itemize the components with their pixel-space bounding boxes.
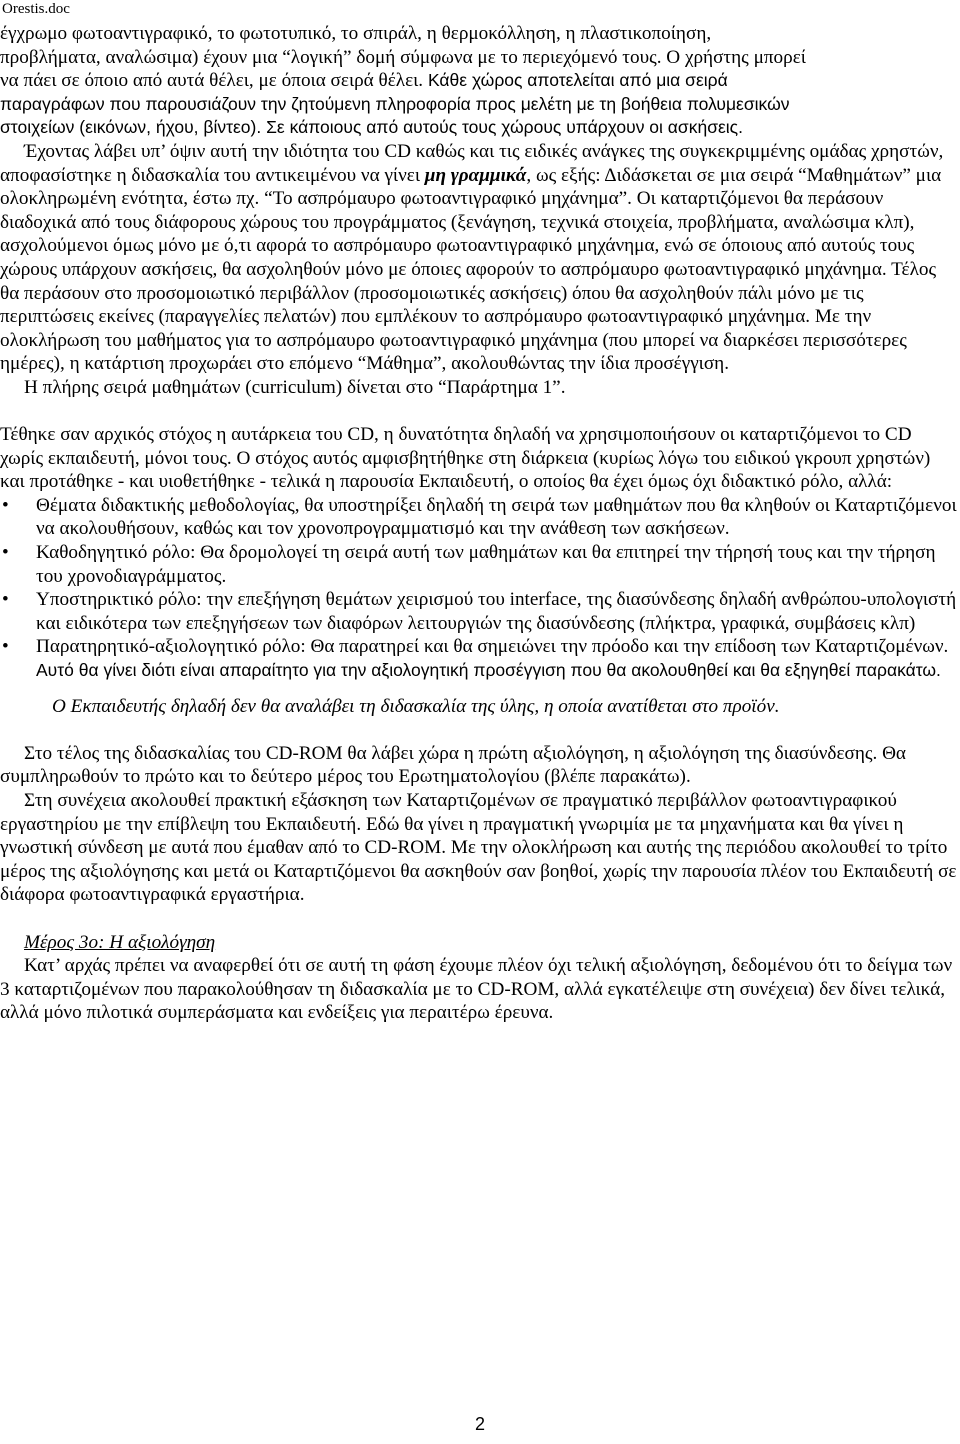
paragraph-nonlinear-rest: , ως εξής: Διδάσκεται σε μια σειρά “Μαθημάτων” μια ολοκληρωμένη ενότητα, έστω πχ. “Το ασπρόμαυρο φωτοαντιγραφικό μηχάνημα”. Οι καταρτιζόμενοι θα περάσουν διαδοχικά από τους διάφορους χώρους του προγράμματος (ξενάγηση, τεχνικά στοιχεία, προβλήματα, αναλώσιμα κλπ), ασχολούμενοι όμως μόνο με ό,τι αφορά το ασπρόμαυρο φωτοαντιγραφικό μηχάνημα, ενώ σε όποιους από αυτούς τους χώρους υπάρχουν ασκήσεις, θα ασχοληθούν μόνο με όποιες αφορούν το ασπρόμαυρο φωτοαντιγραφικό μηχάνημα. Τέλος θα περάσουν στο προσομοιωτικό περιβάλλον (προσομοιωτικές ασκήσεις) όπου θα ασχοληθούν πάλι μόνο με τις περιπτώσεις εκείνες (παραγγελίες πελατών) που εμπλέκουν το ασπρόμαυρο φωτοαντιγραφικό μηχάνημα. Με την ολοκλήρωση του μαθήματος για το ασπρόμαυρο φωτοαντιγραφικό μηχάνημα (που μπορεί να διαρκέσει περισσότερες ημέρες), η κατάρτιση προχωράει στο επόμενο “Μάθημα”, ακολουθώντας την ίδια προσέγγιση.	[0, 164, 942, 375]
spacer	[0, 907, 958, 931]
paragraph-intro-line-2: προβλήματα, αναλώσιμα) έχουν μια “λογική” δομή σύμφωνα με το περιεχόμενό τους. Ο χρήστης μπορεί	[0, 46, 806, 68]
bullet-icon: •	[2, 494, 9, 516]
section-title: Μέρος 3ο: Η αξιολόγηση	[24, 931, 216, 953]
paragraph-intro-sans-line-2: στοιχείων (εικόνων, ήχου, βίντεο).	[0, 117, 262, 138]
paragraph-intro	[0, 22, 958, 140]
paragraph-evaluation: Κατ’ αρχάς πρέπει να αναφερθεί ότι σε αυτή τη φάση έχουμε πλέον όχι τελική αξιολόγηση, δεδομένου ότι το δείγμα των 3 καταρτιζομένων που παρακολούθησαν τη διδασκαλία με το CD-ROM, αλλά εγκατέλειψε στη συνέχεια) δεν δίνει τελικά, αλλά μόνο πιλοτικά συμπεράσματα και ενδείξεις για περαιτέρω έρευνα.	[0, 955, 953, 1024]
paragraph-intro-sans-a: Κάθε χώρος αποτελείται από μια σειρά	[423, 70, 728, 91]
list-item-text: Θέματα διδακτικής μεθοδολογίας, θα υποστηρίξει δηλαδή τη σειρά των μαθημάτων που θα κληθούν οι Καταρτιζόμενοι να ακολουθήσουν, καθώς και τον χρονοπρογραμματισμό και την ανάθεση των ασκήσεων.	[36, 494, 957, 540]
paragraph-intro-line-3: να πάει σε όποιο από αυτά θέλει, με όποια σειρά θέλει.	[0, 70, 424, 92]
list-item	[0, 494, 958, 541]
trainer-roles-list	[0, 494, 958, 683]
spacer	[0, 683, 958, 695]
list-item-text: Παρατηρητικό-αξιολογητικό ρόλο: Θα παρατηρεί και θα σημειώνει την πρόοδο και την επίδοση των Καταρτιζομένων.	[36, 636, 949, 658]
bullet-icon: •	[2, 542, 9, 564]
paragraph-intro-line-1: έγχρωμο φωτοαντιγραφικό, το φωτοτυπικό, το σπιράλ, η θερμοκόλληση, η πλαστικοποίηση,	[0, 23, 712, 44]
list-item	[0, 541, 958, 588]
trainer-note: Ο Εκπαιδευτής δηλαδή δεν θα αναλάβει τη διδασκαλία της ύλης, η οποία ανατίθεται στο προϊόν.	[52, 695, 780, 717]
paragraph-first-evaluation: Στο τέλος της διδασκαλίας του CD-ROM θα λάβει χώρα η πρώτη αξιολόγηση, η αξιολόγηση της διασύνδεσης. Θα συμπληρωθούν το πρώτο και το δεύτερο μέρος του Ερωτηματολογίου (βλέπε παρακάτω).	[0, 742, 906, 788]
paragraph-goal: Τέθηκε σαν αρχικός στόχος η αυτάρκεια του CD, η δυνατότητα δηλαδή να χρησιμοποιήσουν οι καταρτιζόμενοι το CD χωρίς εκπαιδευτή, μόνοι τους. Ο στόχος αυτός αμφισβητήθηκε στη διάρκεια (κυρίως λόγω του ειδικού γκρουπ χρηστών) και προτάθηκε - και υιοθετήθηκε - τελικά η παρουσία Εκπαιδευτή, ο οποίος θα έχει όμως όχι διδακτικό ρόλο, αλλά:	[0, 424, 931, 493]
list-item-text: Υποστηρικτικό ρόλο: την επεξήγηση θεμάτων χειρισμού του interface, της διασύνδεσης δηλαδή ανθρώπου-υπολογιστή και ειδικότερα των επεξηγήσεων των διαφόρων λειτουργιών της διασύνδεσης (πλήκτρα, γραφικά, συμβάσεις κλπ)	[36, 589, 957, 634]
spacer	[0, 400, 958, 424]
nonlinear-emphasis: μη γραμμικά	[424, 164, 527, 186]
paragraph-nonlinear	[0, 140, 958, 376]
bullet-icon: •	[2, 636, 9, 658]
list-item-text: Καθοδηγητικό ρόλο: Θα δρομολογεί τη σειρά αυτή των μαθημάτων και θα επιτηρεί την τήρησή τους και την τήρηση του χρονοδιαγράμματος.	[36, 542, 936, 587]
document-body	[0, 22, 958, 1025]
spacer	[0, 718, 958, 742]
paragraph-practice: Στη συνέχεια ακολουθεί πρακτική εξάσκηση των Καταρτιζομένων σε πραγματικό περιβάλλον φωτοαντιγραφικού εργαστηρίου με την επίβλεψη του Εκπαιδευτή. Εδώ θα γίνει η πραγματική γνωριμία με τα μηχανήματα και θα γίνει η γνωστική σύνδεση με αυτά που έμαθαν από το CD-ROM. Με την ολοκλήρωση και αυτής της περιόδου ακολουθεί το τρίτο μέρος της αξιολόγησης και μετά οι Καταρτιζόμενοι θα ασκηθούν σαν βοηθοί, χωρίς την παρουσία πλέον του Εκπαιδευτή σε διάφορα φωτοαντιγραφικά εργαστήρια.	[0, 790, 957, 906]
paragraph-curriculum: Η πλήρης σειρά μαθημάτων (curriculum) δίνεται στο “Παράρτημα 1”.	[24, 376, 566, 398]
list-item	[0, 635, 958, 682]
paragraph-nonlinear-start: Έχοντας λάβει υπ’ όψιν αυτή την ιδιότητα του CD καθώς και τις ειδικές ανάγκες της συγκεκριμμένης ομάδας χρηστών, αποφασίστηκε η διδασκαλία του αντικειμένου να γίνει	[0, 140, 944, 186]
bullet-icon: •	[2, 589, 9, 611]
paragraph-intro-tail: Σε κάποιους από αυτούς τους χώρους υπάρχουν οι ασκήσεις.	[261, 117, 743, 138]
document-filename: Orestis.doc	[2, 1, 70, 17]
list-item	[0, 588, 958, 635]
page-number: 2	[474, 1414, 485, 1434]
paragraph-intro-sans-line-1: παραγράφων που παρουσιάζουν την ζητούμενη πληροφορία προς μελέτη με τη βοήθεια πολυμεσικών	[0, 93, 790, 114]
list-item-text-sans: Αυτό θα γίνει διότι είναι απαραίτητο για την αξιολογητική προσέγγιση που θα ακολουθηθεί και θα εξηγηθεί παρακάτω.	[36, 660, 941, 681]
